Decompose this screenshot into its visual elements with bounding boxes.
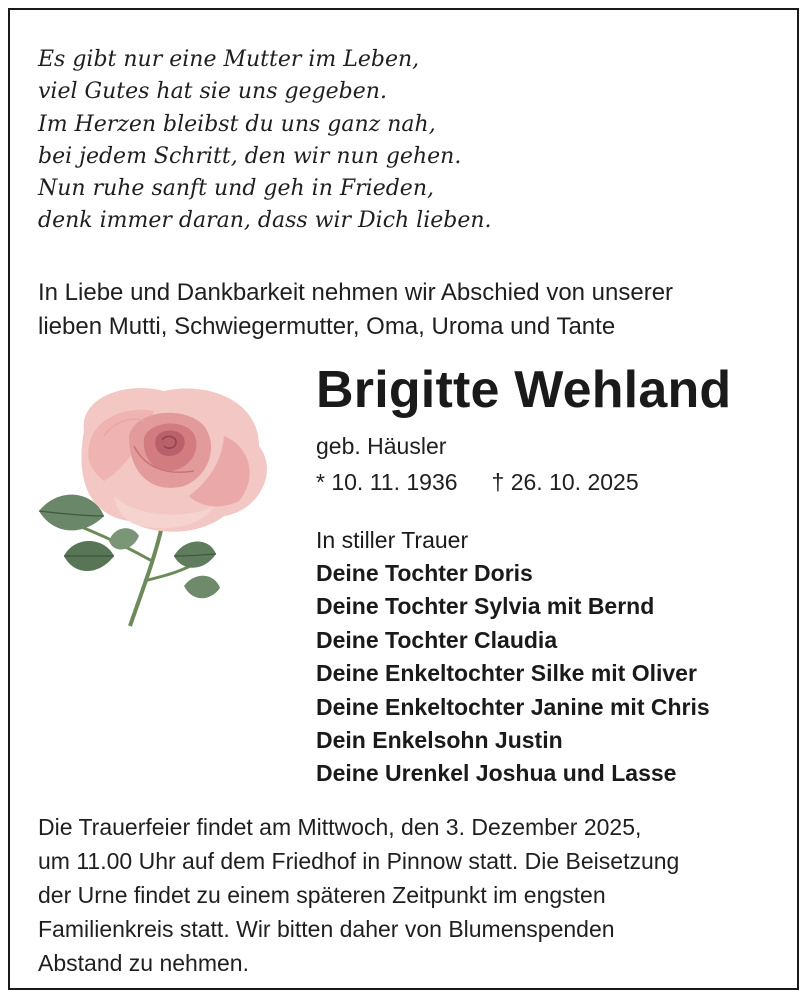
- poem-line: Es gibt nur eine Mutter im Leben,: [38, 47, 420, 72]
- poem-line: Im Herzen bleibst du uns ganz nah,: [38, 111, 436, 137]
- life-dates: [316, 465, 639, 499]
- maiden-name: geb. Häusler: [316, 433, 447, 459]
- mourner-name: Deine Enkeltochter Silke mit Oliver: [316, 660, 697, 687]
- poem: [38, 44, 598, 238]
- notice-line: der Urne findet zu einem späteren Zeitpunkt im engsten: [38, 882, 606, 908]
- intro-text: [38, 276, 778, 344]
- mourners-list: [316, 524, 710, 791]
- notice-line: um 11.00 Uhr auf dem Friedhof in Pinnow statt. Die Beisetzung: [38, 848, 680, 874]
- poem-line: bei jedem Schritt, den wir nun gehen.: [38, 143, 462, 169]
- mourners-lead: In stiller Trauer: [316, 527, 469, 553]
- mourner-name: Deine Tochter Claudia: [316, 626, 558, 653]
- mourner-name: Deine Enkeltochter Janine mit Chris: [316, 693, 710, 720]
- poem-line: Nun ruhe sanft und geh in Frieden,: [38, 176, 434, 202]
- notice-line: Die Trauerfeier findet am Mittwoch, den 3. Dezember 2025,: [38, 814, 642, 840]
- deceased-name: Brigitte Wehland: [316, 361, 732, 419]
- rose-icon: [34, 376, 289, 636]
- notice-line: Abstand zu nehmen.: [38, 950, 249, 976]
- funeral-notice: [38, 810, 778, 980]
- mourner-name: Deine Tochter Doris: [316, 560, 533, 586]
- mourner-name: Deine Tochter Sylvia mit Bernd: [316, 593, 655, 620]
- mourner-name: Dein Enkelsohn Justin: [316, 727, 563, 754]
- death-date: † 26. 10. 2025: [491, 469, 639, 495]
- poem-line: viel Gutes hat sie uns gegeben.: [38, 79, 387, 105]
- poem-line: denk immer daran, dass wir Dich lieben.: [38, 208, 492, 234]
- mourner-name: Deine Urenkel Joshua und Lasse: [316, 760, 677, 787]
- birth-date: * 10. 11. 1936: [316, 469, 458, 495]
- obituary-frame: [8, 8, 799, 990]
- intro-line: In Liebe und Dankbarkeit nehmen wir Abschied von unserer: [38, 279, 674, 306]
- notice-line: Familienkreis statt. Wir bitten daher von Blumenspenden: [38, 916, 615, 942]
- intro-line: lieben Mutti, Schwiegermutter, Oma, Uroma und Tante: [38, 313, 616, 340]
